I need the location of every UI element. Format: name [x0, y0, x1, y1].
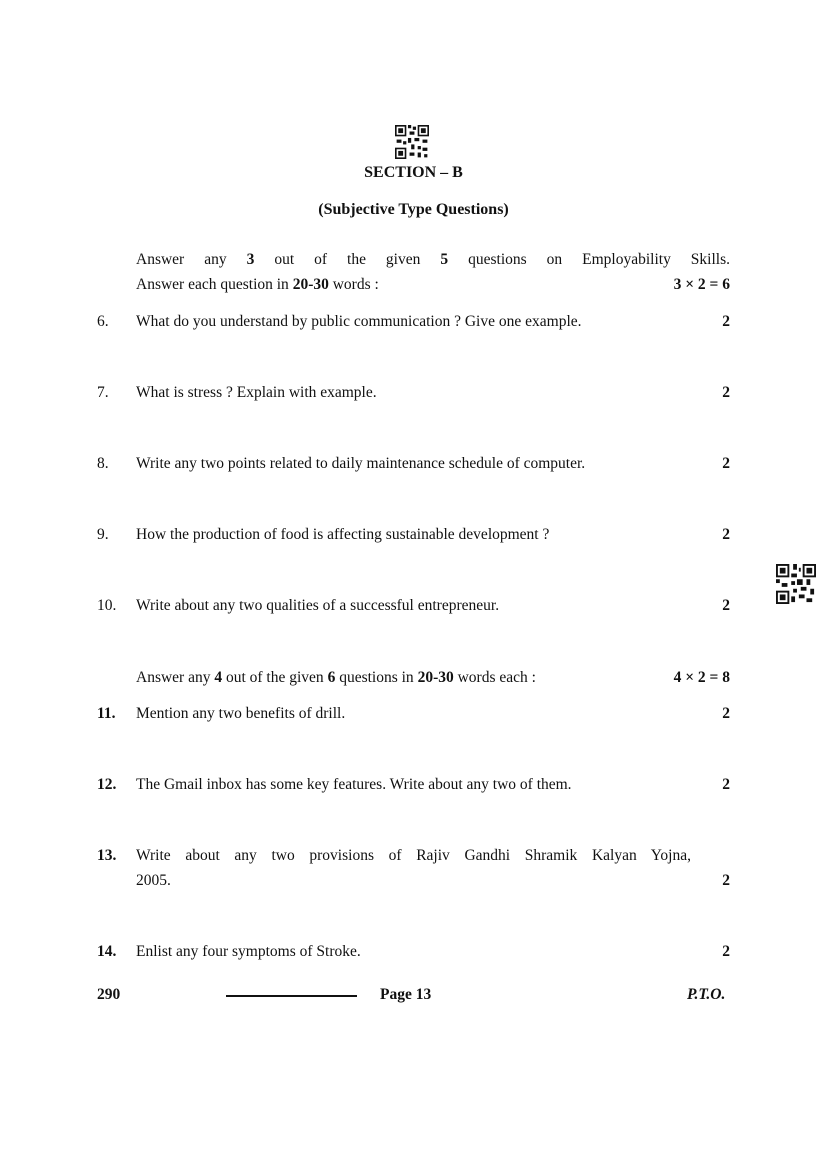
question-marks: 2: [722, 776, 730, 793]
question-row: [97, 843, 730, 893]
question-marks: 2: [722, 872, 730, 889]
section-title: SECTION – B: [364, 164, 463, 181]
question-number: 7.: [97, 384, 109, 401]
instructions-line-2: Answer each question in 20-30 words : 3 × 2 = 6: [136, 272, 730, 297]
question-number: 12.: [97, 776, 117, 793]
instructions-block-1: [136, 247, 730, 297]
page-number: Page 13: [380, 986, 432, 1003]
instructions-line-1: Answer any 3 out of the given 5 questions on Employability Skills.: [136, 251, 730, 268]
instructions-block-2: [136, 665, 730, 690]
section-subtitle: (Subjective Type Questions): [318, 201, 509, 218]
question-marks: 2: [722, 943, 730, 960]
question-text-line-2: 2005.: [136, 872, 171, 889]
pto-label: P.T.O.: [687, 986, 726, 1003]
instructions-line: Answer any 4 out of the given 6 questions in 20-30 words each : 4 × 2 = 8: [136, 665, 730, 690]
question-marks: 2: [722, 705, 730, 722]
question-text: What is stress ? Explain with example.: [136, 384, 377, 401]
footer-divider: [226, 995, 357, 997]
question-text: Write any two points related to daily maintenance schedule of computer.: [136, 455, 586, 472]
question-number: 14.: [97, 943, 117, 960]
question-text: Enlist any four symptoms of Stroke.: [136, 943, 361, 960]
paper-code: 290: [97, 986, 121, 1003]
question-text-line-1: Write about any two provisions of Rajiv Gandhi Shramik Kalyan Yojna,: [136, 847, 691, 864]
question-text: The Gmail inbox has some key features. Write about any two of them.: [136, 776, 572, 793]
question-number: 9.: [97, 526, 109, 543]
question-text: What do you understand by public communication ? Give one example.: [136, 313, 582, 330]
question-marks: 2: [722, 384, 730, 401]
question-number: 13.: [97, 847, 117, 864]
qr-code-icon: [776, 564, 816, 604]
question-number: 11.: [97, 705, 116, 722]
question-number: 6.: [97, 313, 109, 330]
question-number: 10.: [97, 597, 117, 614]
question-marks: 2: [722, 455, 730, 472]
marks-formula: 3 × 2 = 6: [673, 276, 730, 293]
question-text: How the production of food is affecting sustainable development ?: [136, 526, 550, 543]
question-marks: 2: [722, 313, 730, 330]
question-marks: 2: [722, 597, 730, 614]
question-marks: 2: [722, 526, 730, 543]
question-text: Write about any two qualities of a successful entrepreneur.: [136, 597, 500, 614]
marks-formula: 4 × 2 = 8: [673, 669, 730, 686]
question-text: Mention any two benefits of drill.: [136, 705, 346, 722]
qr-code-icon: [395, 125, 429, 159]
question-number: 8.: [97, 455, 109, 472]
